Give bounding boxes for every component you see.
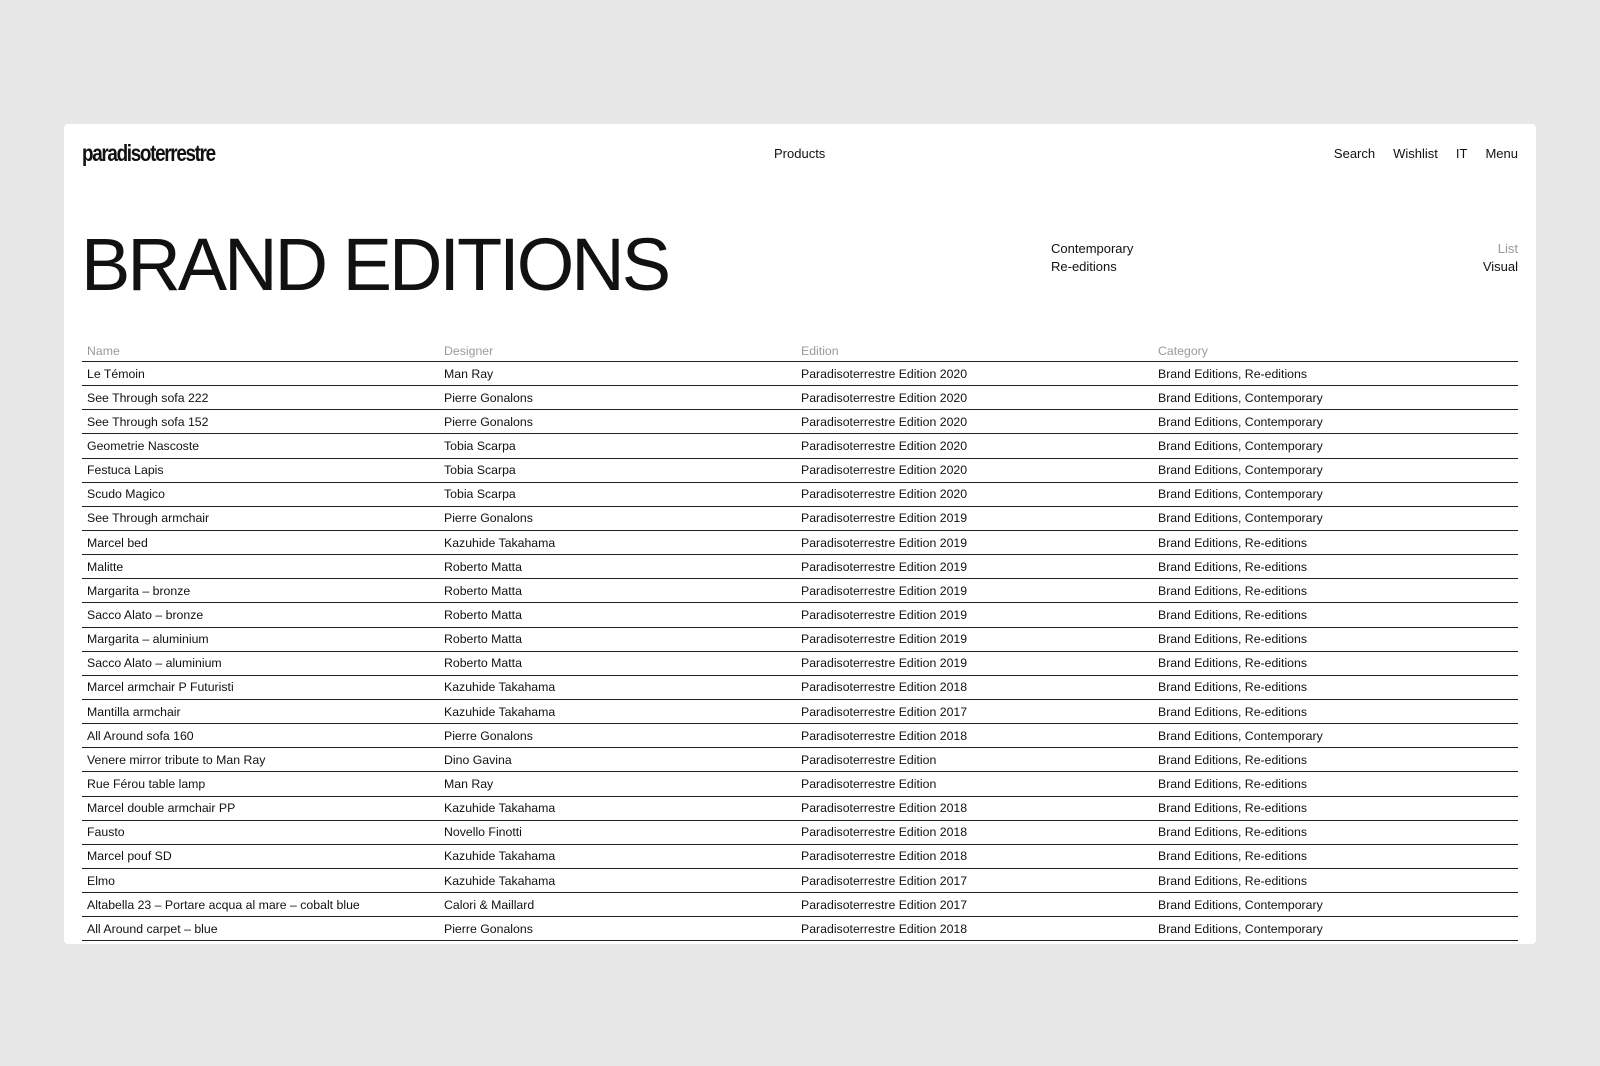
table-row[interactable]: [82, 555, 1518, 579]
cell-edition: Paradisoterrestre Edition 2018: [801, 680, 968, 695]
cell-edition: Paradisoterrestre Edition 2018: [801, 825, 968, 840]
cell-name: All Around carpet – blue: [87, 921, 218, 936]
column-header-category[interactable]: Category: [1158, 343, 1208, 358]
cell-designer: Tobia Scarpa: [444, 438, 516, 453]
table-row[interactable]: [82, 459, 1518, 483]
cell-name: See Through sofa 152: [87, 414, 209, 429]
cell-edition: Paradisoterrestre Edition 2020: [801, 463, 968, 478]
cell-designer: Novello Finotti: [444, 825, 522, 840]
cell-edition: Paradisoterrestre Edition 2020: [801, 390, 968, 405]
cell-category: Brand Editions, Re-editions: [1158, 776, 1308, 791]
cell-edition: Paradisoterrestre Edition 2019: [801, 535, 968, 550]
cell-name: Malitte: [87, 559, 124, 574]
cell-edition: Paradisoterrestre Edition 2020: [801, 438, 968, 453]
cell-edition: Paradisoterrestre Edition 2020: [801, 366, 968, 381]
table-row[interactable]: [82, 869, 1518, 893]
table-row[interactable]: [82, 845, 1518, 869]
table-row[interactable]: [82, 628, 1518, 652]
table-row[interactable]: [82, 748, 1518, 772]
filter-re-editions[interactable]: Re-editions: [1051, 259, 1117, 274]
cell-name: Marcel bed: [87, 535, 148, 550]
table-row[interactable]: [82, 386, 1518, 410]
cell-name: Le Témoin: [87, 366, 145, 381]
table-row[interactable]: [82, 652, 1518, 676]
cell-designer: Kazuhide Takahama: [444, 873, 556, 888]
nav-menu[interactable]: Menu: [1485, 146, 1518, 161]
table-body: [82, 362, 1518, 941]
cell-category: Brand Editions, Re-editions: [1158, 825, 1308, 840]
cell-category: Brand Editions, Re-editions: [1158, 873, 1308, 888]
cell-designer: Man Ray: [444, 776, 494, 791]
table-row[interactable]: [82, 434, 1518, 458]
cell-designer: Man Ray: [444, 366, 494, 381]
view-switcher: [1483, 240, 1518, 276]
table-row[interactable]: [82, 531, 1518, 555]
cell-designer: Calori & Maillard: [444, 897, 535, 912]
table-row[interactable]: [82, 507, 1518, 531]
cell-name: Elmo: [87, 873, 116, 888]
cell-edition: Paradisoterrestre Edition 2019: [801, 511, 968, 526]
cell-designer: Kazuhide Takahama: [444, 849, 556, 864]
cell-category: Brand Editions, Re-editions: [1158, 680, 1308, 695]
cell-edition: Paradisoterrestre Edition 2017: [801, 897, 968, 912]
cell-name: Sacco Alato – bronze: [87, 607, 204, 622]
cell-name: Margarita – aluminium: [87, 632, 209, 647]
cell-designer: Pierre Gonalons: [444, 414, 533, 429]
nav-products[interactable]: Products: [774, 146, 826, 161]
cell-name: Marcel double armchair PP: [87, 801, 236, 816]
column-header-edition[interactable]: Edition: [801, 343, 839, 358]
table-row[interactable]: [82, 483, 1518, 507]
cell-designer: Pierre Gonalons: [444, 390, 533, 405]
cell-category: Brand Editions, Contemporary: [1158, 463, 1323, 478]
table-row[interactable]: [82, 676, 1518, 700]
cell-edition: Paradisoterrestre Edition 2020: [801, 487, 968, 502]
table-row[interactable]: [82, 797, 1518, 821]
cell-category: Brand Editions, Re-editions: [1158, 366, 1308, 381]
cell-category: Brand Editions, Re-editions: [1158, 535, 1308, 550]
cell-name: See Through armchair: [87, 511, 210, 526]
cell-designer: Kazuhide Takahama: [444, 801, 556, 816]
cell-category: Brand Editions, Re-editions: [1158, 752, 1308, 767]
cell-name: Margarita – bronze: [87, 583, 191, 598]
filter-contemporary[interactable]: Contemporary: [1051, 241, 1134, 256]
cell-edition: Paradisoterrestre Edition 2018: [801, 849, 968, 864]
site-logo[interactable]: paradisoterrestre: [82, 140, 215, 166]
cell-name: Fausto: [87, 825, 125, 840]
cell-name: Marcel armchair P Futuristi: [87, 680, 234, 695]
cell-designer: Kazuhide Takahama: [444, 704, 556, 719]
cell-category: Brand Editions, Contemporary: [1158, 414, 1323, 429]
cell-designer: Tobia Scarpa: [444, 463, 516, 478]
cell-edition: Paradisoterrestre Edition: [801, 776, 937, 791]
page-card: [64, 124, 1536, 944]
cell-designer: Pierre Gonalons: [444, 511, 533, 526]
cell-name: Geometrie Nascoste: [87, 438, 200, 453]
table-row[interactable]: [82, 603, 1518, 627]
nav-wishlist[interactable]: Wishlist: [1393, 146, 1438, 161]
nav-search[interactable]: Search: [1333, 146, 1376, 161]
cell-name: Festuca Lapis: [87, 463, 164, 478]
cell-name: Venere mirror tribute to Man Ray: [87, 752, 266, 767]
view-visual[interactable]: Visual: [1482, 259, 1518, 274]
header-nav: [1334, 146, 1518, 161]
cell-designer: Dino Gavina: [444, 752, 512, 767]
cell-category: Brand Editions, Contemporary: [1158, 511, 1323, 526]
cell-name: Sacco Alato – aluminium: [87, 656, 222, 671]
table-row[interactable]: [82, 917, 1518, 941]
cell-category: Brand Editions, Re-editions: [1158, 632, 1308, 647]
cell-name: Marcel pouf SD: [87, 849, 172, 864]
cell-edition: Paradisoterrestre Edition 2017: [801, 873, 968, 888]
cell-edition: Paradisoterrestre Edition 2019: [801, 656, 968, 671]
cell-category: Brand Editions, Contemporary: [1158, 390, 1323, 405]
cell-category: Brand Editions, Re-editions: [1158, 801, 1308, 816]
page-title: BRAND EDITIONS: [81, 223, 669, 306]
cell-category: Brand Editions, Contemporary: [1158, 487, 1323, 502]
cell-designer: Roberto Matta: [444, 583, 522, 598]
cell-edition: Paradisoterrestre Edition 2018: [801, 728, 968, 743]
cell-edition: Paradisoterrestre Edition 2020: [801, 414, 968, 429]
cell-edition: Paradisoterrestre Edition 2019: [801, 559, 968, 574]
cell-edition: Paradisoterrestre Edition 2019: [801, 632, 968, 647]
cell-name: Rue Férou table lamp: [87, 776, 206, 791]
table-row[interactable]: [82, 772, 1518, 796]
cell-designer: Roberto Matta: [444, 559, 522, 574]
cell-category: Brand Editions, Re-editions: [1158, 607, 1308, 622]
cell-category: Brand Editions, Contemporary: [1158, 728, 1323, 743]
cell-name: Mantilla armchair: [87, 704, 181, 719]
cell-category: Brand Editions, Re-editions: [1158, 704, 1308, 719]
cell-edition: Paradisoterrestre Edition: [801, 752, 937, 767]
table-row[interactable]: [82, 893, 1518, 917]
cell-designer: Kazuhide Takahama: [444, 680, 556, 695]
cell-designer: Pierre Gonalons: [444, 921, 533, 936]
cell-category: Brand Editions, Contemporary: [1158, 438, 1323, 453]
column-header-name[interactable]: Name: [87, 343, 120, 358]
table-row[interactable]: [82, 362, 1518, 386]
table-row[interactable]: [82, 821, 1518, 845]
cell-designer: Tobia Scarpa: [444, 487, 516, 502]
cell-designer: Roberto Matta: [444, 607, 522, 622]
cell-edition: Paradisoterrestre Edition 2018: [801, 801, 968, 816]
table-row[interactable]: [82, 410, 1518, 434]
column-header-designer[interactable]: Designer: [444, 343, 494, 358]
cell-name: See Through sofa 222: [87, 390, 209, 405]
cell-category: Brand Editions, Re-editions: [1158, 583, 1308, 598]
cell-edition: Paradisoterrestre Edition 2018: [801, 921, 968, 936]
cell-designer: Kazuhide Takahama: [444, 535, 556, 550]
category-filters: [1051, 240, 1133, 276]
cell-designer: Roberto Matta: [444, 632, 522, 647]
cell-name: All Around sofa 160: [87, 728, 194, 743]
cell-category: Brand Editions, Re-editions: [1158, 849, 1308, 864]
cell-designer: Roberto Matta: [444, 656, 522, 671]
cell-category: Brand Editions, Re-editions: [1158, 559, 1308, 574]
cell-category: Brand Editions, Contemporary: [1158, 921, 1323, 936]
products-table: [82, 340, 1518, 941]
cell-edition: Paradisoterrestre Edition 2019: [801, 583, 968, 598]
table-header: [82, 340, 1518, 362]
cell-name: Scudo Magico: [87, 487, 165, 502]
cell-category: Brand Editions, Contemporary: [1158, 897, 1323, 912]
table-row[interactable]: [82, 700, 1518, 724]
cell-designer: Pierre Gonalons: [444, 728, 533, 743]
table-row[interactable]: [82, 579, 1518, 603]
cell-edition: Paradisoterrestre Edition 2019: [801, 607, 968, 622]
cell-name: Altabella 23 – Portare acqua al mare – cobalt blue: [87, 897, 360, 912]
nav-language[interactable]: IT: [1455, 146, 1468, 161]
cell-category: Brand Editions, Re-editions: [1158, 656, 1308, 671]
table-row[interactable]: [82, 724, 1518, 748]
cell-edition: Paradisoterrestre Edition 2017: [801, 704, 968, 719]
view-list[interactable]: List: [1497, 241, 1518, 256]
